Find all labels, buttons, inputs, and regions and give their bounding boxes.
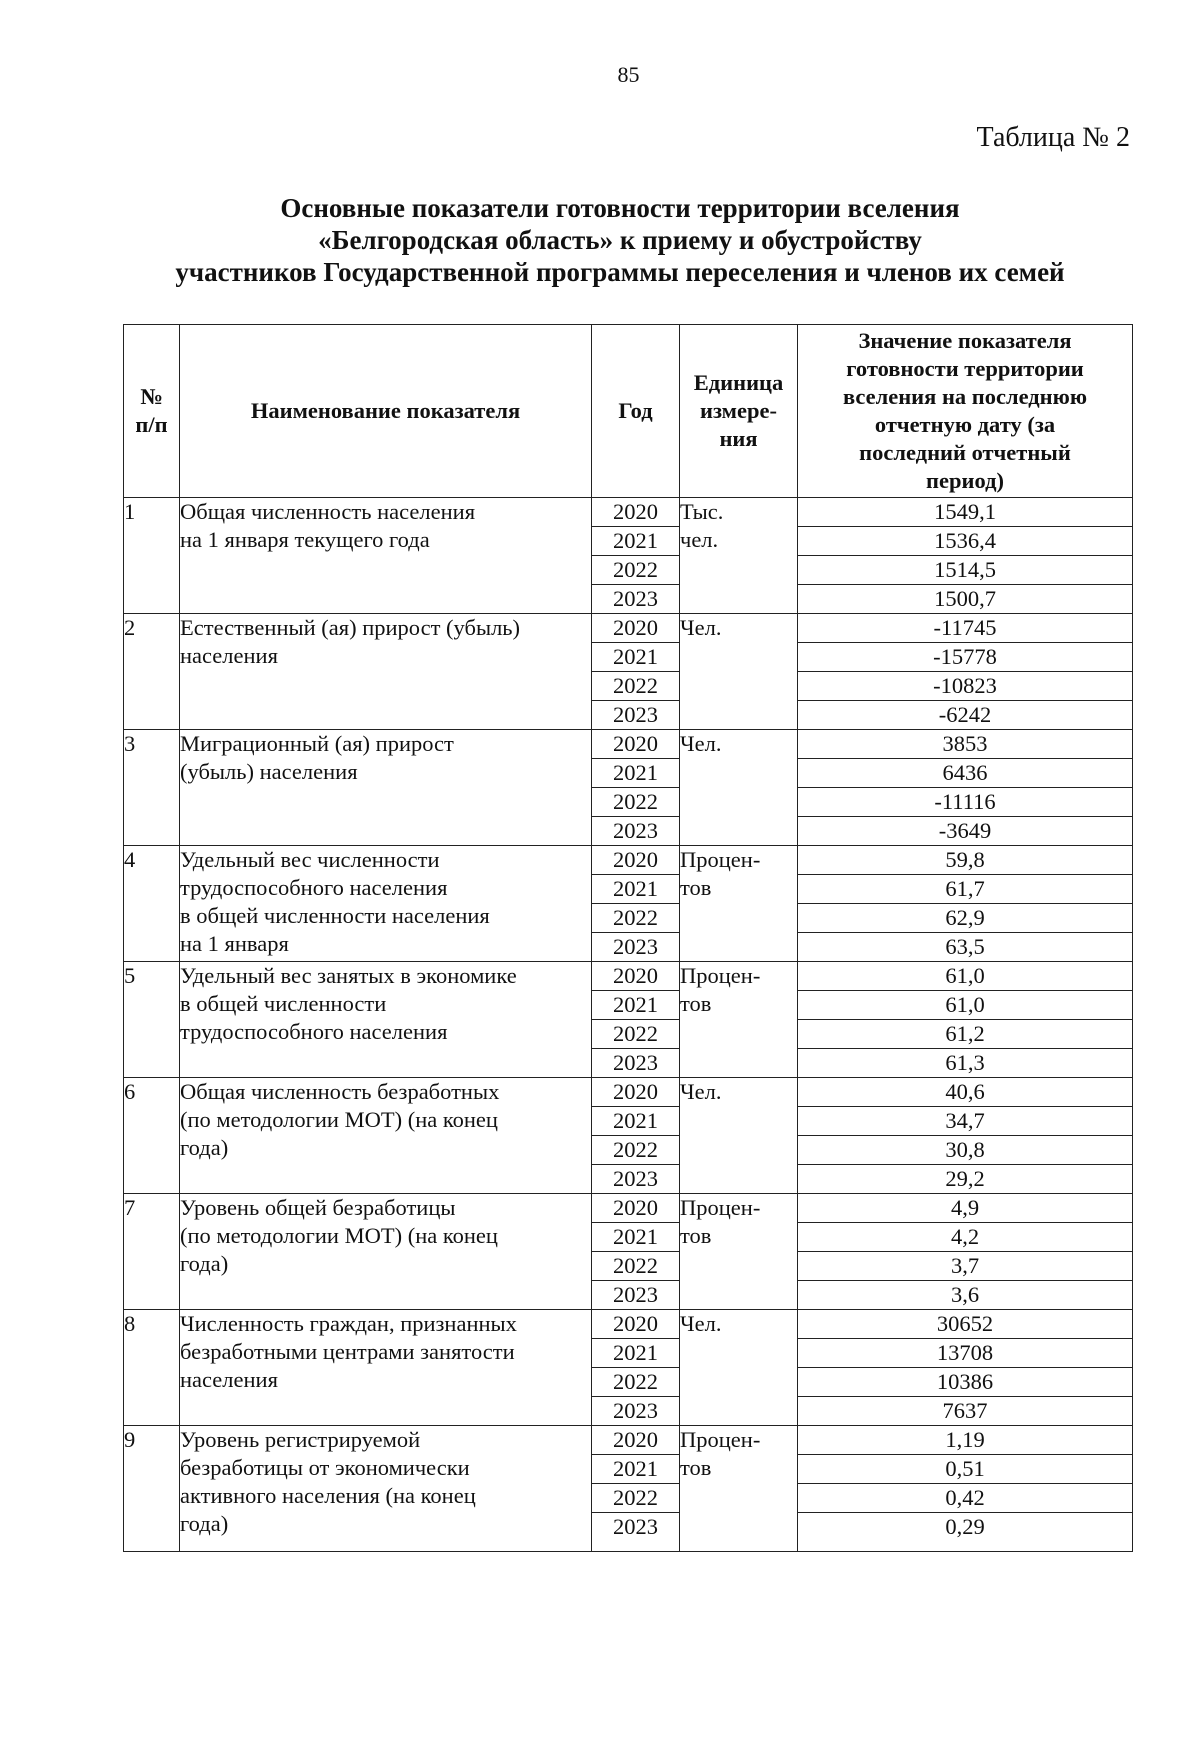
row-number: 3 [124, 730, 180, 846]
indicator-name [180, 498, 592, 614]
unit-cell [680, 1426, 798, 1552]
value-cell: 0,51 [798, 1455, 1133, 1484]
table-row [124, 1194, 1133, 1223]
year-cell: 2021 [592, 875, 680, 904]
value-cell: 62,9 [798, 904, 1133, 933]
value-cell: 61,0 [798, 991, 1133, 1020]
year-cell: 2020 [592, 846, 680, 875]
indicator-name-line: (по методологии МОТ) (на конец [180, 1107, 498, 1132]
table-row [124, 1426, 1133, 1455]
indicator-name-line: Удельный вес численности [180, 847, 440, 872]
value-cell: 61,7 [798, 875, 1133, 904]
header-year: Год [592, 325, 680, 498]
unit-line: Тыс. [680, 499, 724, 524]
year-cell: 2022 [592, 904, 680, 933]
year-cell: 2022 [592, 788, 680, 817]
value-cell: 13708 [798, 1339, 1133, 1368]
year-cell: 2022 [592, 1484, 680, 1513]
value-cell: 1500,7 [798, 585, 1133, 614]
year-cell: 2023 [592, 1513, 680, 1552]
indicator-name-line: на 1 января [180, 931, 289, 956]
indicator-name-line: (по методологии МОТ) (на конец [180, 1223, 498, 1248]
value-cell: 1,19 [798, 1426, 1133, 1455]
table-label: Таблица № 2 [976, 122, 1130, 153]
value-cell: 1549,1 [798, 498, 1133, 527]
indicator-name [180, 1310, 592, 1426]
value-cell: 61,3 [798, 1049, 1133, 1078]
indicator-name-line: активного населения (на конец [180, 1483, 476, 1508]
indicator-name [180, 1426, 592, 1552]
unit-line: Чел. [680, 731, 722, 756]
unit-cell [680, 846, 798, 962]
row-number: 8 [124, 1310, 180, 1426]
year-cell: 2022 [592, 556, 680, 585]
header-indicator-name: Наименование показателя [180, 325, 592, 498]
unit-line: тов [680, 1223, 712, 1248]
value-cell: 40,6 [798, 1078, 1133, 1107]
table-row [124, 1078, 1133, 1107]
table-row [124, 846, 1133, 875]
unit-line: Чел. [680, 1311, 722, 1336]
value-cell: 0,42 [798, 1484, 1133, 1513]
table-row [124, 614, 1133, 643]
year-cell: 2023 [592, 817, 680, 846]
value-cell: -10823 [798, 672, 1133, 701]
indicator-name-line: на 1 января текущего года [180, 527, 430, 552]
year-cell: 2021 [592, 527, 680, 556]
unit-line: чел. [680, 527, 719, 552]
indicator-name-line: Численность граждан, признанных [180, 1311, 517, 1336]
value-cell: 1536,4 [798, 527, 1133, 556]
year-cell: 2020 [592, 498, 680, 527]
unit-line: тов [680, 875, 712, 900]
value-cell: 30652 [798, 1310, 1133, 1339]
indicator-name [180, 730, 592, 846]
value-cell: -3649 [798, 817, 1133, 846]
indicator-name [180, 1194, 592, 1310]
unit-cell [680, 1310, 798, 1426]
row-number: 4 [124, 846, 180, 962]
indicator-name-line: Естественный (ая) прирост (убыль) [180, 615, 521, 640]
value-cell: 59,8 [798, 846, 1133, 875]
table-body [124, 498, 1133, 1552]
header-unit: Единица измере-ния [680, 325, 798, 498]
value-cell: 61,0 [798, 962, 1133, 991]
page-number: 85 [617, 62, 640, 87]
year-cell: 2021 [592, 759, 680, 788]
unit-line: тов [680, 1455, 712, 1480]
value-cell: 3,7 [798, 1252, 1133, 1281]
indicator-name-line: года) [180, 1511, 229, 1536]
value-cell: -11116 [798, 788, 1133, 817]
header-number: № п/п [124, 325, 180, 498]
year-cell: 2020 [592, 730, 680, 759]
year-cell: 2021 [592, 1455, 680, 1484]
row-number: 2 [124, 614, 180, 730]
unit-line: Процен- [680, 963, 761, 988]
unit-line: Процен- [680, 847, 761, 872]
row-number: 5 [124, 962, 180, 1078]
value-cell: 4,2 [798, 1223, 1133, 1252]
indicator-name [180, 1078, 592, 1194]
row-number: 7 [124, 1194, 180, 1310]
unit-line: Процен- [680, 1427, 761, 1452]
indicators-table [123, 324, 1133, 1552]
indicator-name-line: (убыль) населения [180, 759, 358, 784]
year-cell: 2023 [592, 701, 680, 730]
unit-cell [680, 1194, 798, 1310]
year-cell: 2021 [592, 991, 680, 1020]
indicator-name-line: трудоспособного населения [180, 875, 448, 900]
year-cell: 2023 [592, 1049, 680, 1078]
year-cell: 2022 [592, 1252, 680, 1281]
unit-line: тов [680, 991, 712, 1016]
year-cell: 2022 [592, 1368, 680, 1397]
value-cell: 6436 [798, 759, 1133, 788]
value-cell: 10386 [798, 1368, 1133, 1397]
value-cell: 30,8 [798, 1136, 1133, 1165]
indicator-name-line: безработными центрами занятости [180, 1339, 515, 1364]
year-cell: 2021 [592, 1107, 680, 1136]
year-cell: 2023 [592, 585, 680, 614]
indicator-name-line: населения [180, 1367, 278, 1392]
year-cell: 2022 [592, 1136, 680, 1165]
year-cell: 2021 [592, 1339, 680, 1368]
year-cell: 2020 [592, 1194, 680, 1223]
table-row [124, 1310, 1133, 1339]
row-number: 6 [124, 1078, 180, 1194]
year-cell: 2023 [592, 1165, 680, 1194]
row-number: 1 [124, 498, 180, 614]
unit-cell [680, 614, 798, 730]
year-cell: 2020 [592, 1078, 680, 1107]
header-value: Значение показателя готовности территории вселения на последнюю отчетную дату (за последний отчетный период) [798, 325, 1133, 498]
year-cell: 2023 [592, 1397, 680, 1426]
title-line: участников Государственной программы переселения и членов их семей [175, 257, 1065, 287]
unit-cell [680, 498, 798, 614]
value-cell: 61,2 [798, 1020, 1133, 1049]
table-row [124, 962, 1133, 991]
value-cell: -15778 [798, 643, 1133, 672]
unit-line: Чел. [680, 1079, 722, 1104]
indicator-name-line: безработицы от экономически [180, 1455, 470, 1480]
unit-line: Процен- [680, 1195, 761, 1220]
unit-line: Чел. [680, 615, 722, 640]
year-cell: 2022 [592, 672, 680, 701]
indicator-name-line: населения [180, 643, 278, 668]
indicator-name-line: Общая численность безработных [180, 1079, 500, 1104]
table-row [124, 730, 1133, 759]
indicator-name-line: года) [180, 1135, 229, 1160]
value-cell: 63,5 [798, 933, 1133, 962]
value-cell: 3853 [798, 730, 1133, 759]
indicator-name-line: в общей численности населения [180, 903, 490, 928]
indicator-name-line: Миграционный (ая) прирост [180, 731, 454, 756]
year-cell: 2020 [592, 962, 680, 991]
header-row [124, 325, 1133, 498]
unit-cell [680, 730, 798, 846]
value-cell: -11745 [798, 614, 1133, 643]
year-cell: 2020 [592, 1426, 680, 1455]
indicator-name-line: в общей численности [180, 991, 387, 1016]
year-cell: 2021 [592, 1223, 680, 1252]
indicator-name [180, 846, 592, 962]
title-line: «Белгородская область» к приему и обустройству [318, 225, 922, 255]
value-cell: 4,9 [798, 1194, 1133, 1223]
year-cell: 2021 [592, 643, 680, 672]
value-cell: 0,29 [798, 1513, 1133, 1552]
value-cell: 7637 [798, 1397, 1133, 1426]
value-cell: 34,7 [798, 1107, 1133, 1136]
year-cell: 2022 [592, 1020, 680, 1049]
indicator-name-line: трудоспособного населения [180, 1019, 448, 1044]
year-cell: 2020 [592, 614, 680, 643]
indicator-name-line: Уровень общей безработицы [180, 1195, 456, 1220]
row-number: 9 [124, 1426, 180, 1552]
indicator-name-line: года) [180, 1251, 229, 1276]
value-cell: 29,2 [798, 1165, 1133, 1194]
year-cell: 2023 [592, 1281, 680, 1310]
indicator-name [180, 962, 592, 1078]
value-cell: 1514,5 [798, 556, 1133, 585]
unit-cell [680, 962, 798, 1078]
indicator-name-line: Общая численность населения [180, 499, 476, 524]
document-title [120, 192, 1120, 288]
title-line: Основные показатели готовности территории вселения [280, 193, 960, 223]
indicator-name [180, 614, 592, 730]
year-cell: 2023 [592, 933, 680, 962]
indicator-name-line: Уровень регистрируемой [180, 1427, 421, 1452]
unit-cell [680, 1078, 798, 1194]
table-row [124, 498, 1133, 527]
indicator-name-line: Удельный вес занятых в экономике [180, 963, 517, 988]
value-cell: -6242 [798, 701, 1133, 730]
year-cell: 2020 [592, 1310, 680, 1339]
value-cell: 3,6 [798, 1281, 1133, 1310]
